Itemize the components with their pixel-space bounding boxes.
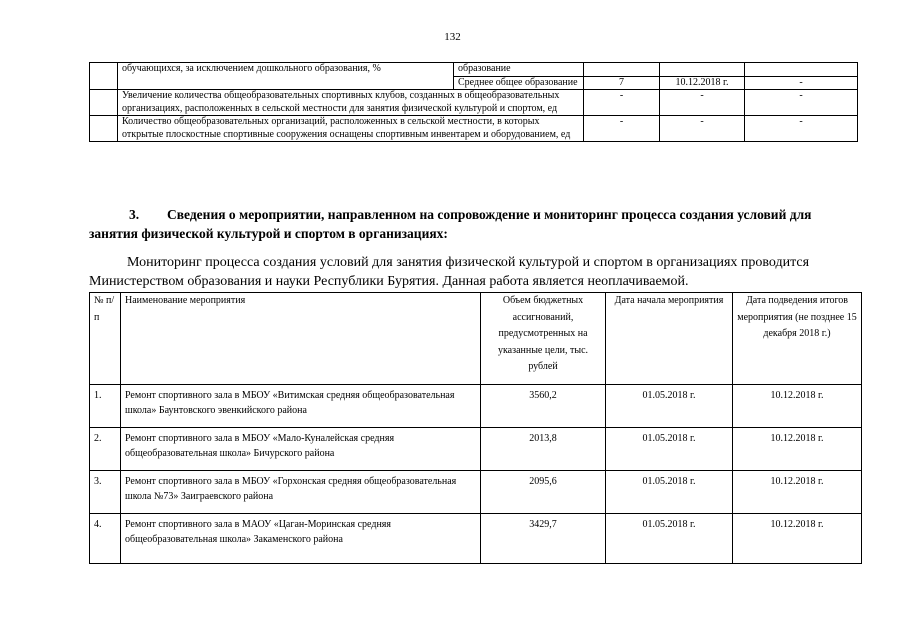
note-cell [745, 63, 858, 77]
page-number: 132 [444, 31, 461, 43]
table-row [90, 90, 858, 116]
date-cell: - [660, 90, 745, 116]
row-num: 3. [90, 471, 121, 514]
row-end-date: 10.12.2018 г. [733, 471, 862, 514]
indicator-cell: обучающихся, за исключением дошкольного образования, % [118, 63, 454, 90]
row-budget: 2013,8 [481, 428, 606, 471]
header-num: № п/п [90, 293, 121, 385]
row-num: 4. [90, 514, 121, 564]
table-row [90, 63, 858, 77]
table-row [90, 514, 862, 564]
note-cell: - [745, 116, 858, 142]
row-name: Ремонт спортивного зала в МАОУ «Цаган-Моринская средняя общеобразовательная школа» Закаменского района [121, 514, 481, 564]
table-cell [90, 63, 118, 90]
row-num: 2. [90, 428, 121, 471]
row-start-date: 01.05.2018 г. [606, 471, 733, 514]
indicators-table [89, 62, 858, 142]
row-end-date: 10.12.2018 г. [733, 514, 862, 564]
row-start-date: 01.05.2018 г. [606, 514, 733, 564]
level-cell: образование [454, 63, 584, 77]
header-start-date: Дата начала мероприятия [606, 293, 733, 385]
section-heading [89, 205, 861, 243]
row-budget: 3429,7 [481, 514, 606, 564]
indicator-cell: Увеличение количества общеобразовательных спортивных клубов, созданных в общеобразовательных организациях, расположенных в сельской местности для занятия физической культурой и спортом, ед [118, 90, 584, 116]
row-start-date: 01.05.2018 г. [606, 385, 733, 428]
section-title: Сведения о мероприятии, направленном на сопровождение и мониторинг процесса создания условий для занятия физической культурой и спортом в организациях: [89, 207, 812, 241]
table-row [90, 385, 862, 428]
table-cell [90, 116, 118, 142]
row-end-date: 10.12.2018 г. [733, 428, 862, 471]
header-name: Наименование мероприятия [121, 293, 481, 385]
activities-table [89, 292, 862, 564]
table-row [90, 471, 862, 514]
header-end-date: Дата подведения итогов мероприятия (не позднее 15 декабря 2018 г.) [733, 293, 862, 385]
row-name: Ремонт спортивного зала в МБОУ «Витимская средняя общеобразовательная школа» Баунтовского эвенкийского района [121, 385, 481, 428]
row-start-date: 01.05.2018 г. [606, 428, 733, 471]
section-number: 3. [129, 207, 140, 222]
table-header-row [90, 293, 862, 385]
row-end-date: 10.12.2018 г. [733, 385, 862, 428]
date-cell: - [660, 116, 745, 142]
row-name: Ремонт спортивного зала в МБОУ «Мало-Куналейская средняя общеобразовательная школа» Бичурского района [121, 428, 481, 471]
table-cell [90, 90, 118, 116]
value-cell: 7 [584, 76, 660, 90]
table-row [90, 116, 858, 142]
header-budget: Объем бюджетных ассигнований, предусмотренных на указанные цели, тыс. рублей [481, 293, 606, 385]
note-cell: - [745, 90, 858, 116]
value-cell: - [584, 116, 660, 142]
value-cell: - [584, 90, 660, 116]
row-name: Ремонт спортивного зала в МБОУ «Горхонская средняя общеобразовательная школа №73» Заиграевского района [121, 471, 481, 514]
date-cell [660, 63, 745, 77]
value-cell [584, 63, 660, 77]
table-row [90, 428, 862, 471]
level-cell: Среднее общее образование [454, 76, 584, 90]
date-cell: 10.12.2018 г. [660, 76, 745, 90]
row-budget: 3560,2 [481, 385, 606, 428]
section-paragraph: Мониторинг процесса создания условий для занятия физической культурой и спортом в организациях проводится Министерством образования и науки Республики Бурятия. Данная работа является неоплачиваемой. [89, 255, 810, 289]
indicator-cell: Количество общеобразовательных организаций, расположенных в сельской местности, в которых открытые плоскостные спортивные сооружения оснащены спортивным инвентарем и оборудованием, ед [118, 116, 584, 142]
row-budget: 2095,6 [481, 471, 606, 514]
note-cell: - [745, 76, 858, 90]
row-num: 1. [90, 385, 121, 428]
